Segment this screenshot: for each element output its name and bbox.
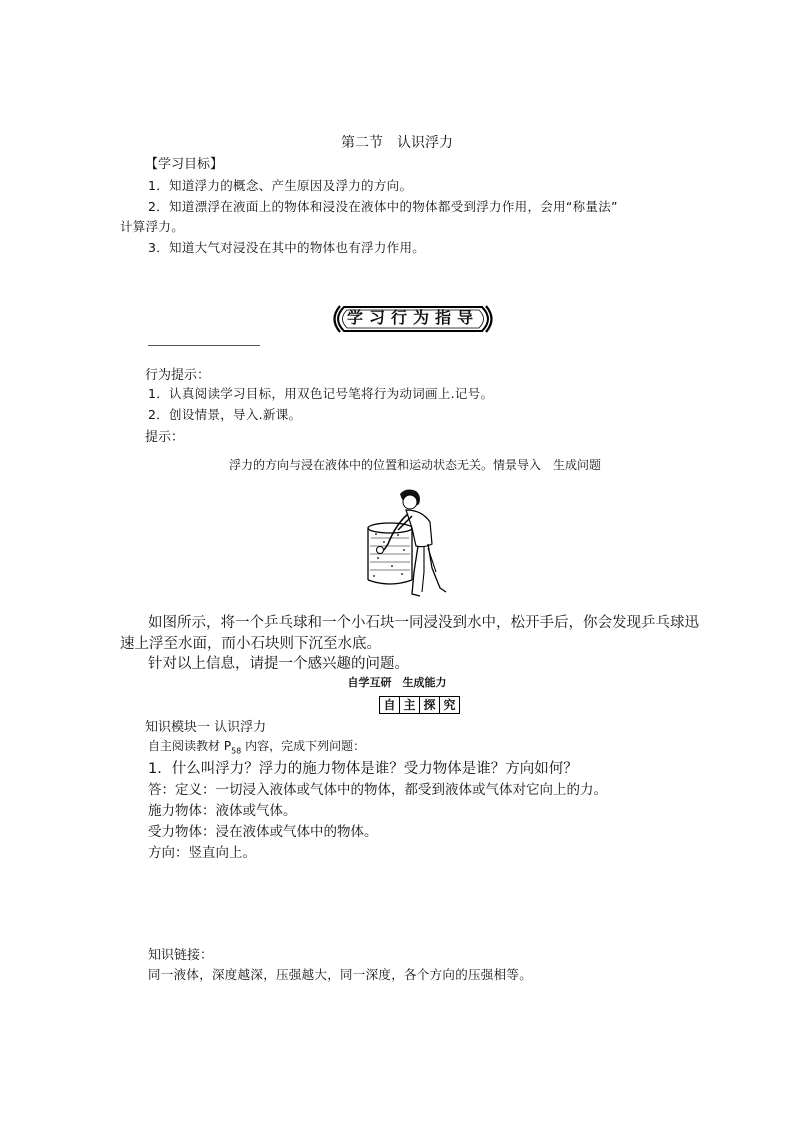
objectives-heading: 【学习目标】 — [145, 157, 224, 172]
answer-direction: 方向：竖直向上。 — [148, 845, 256, 861]
box-char-1: 自 — [379, 696, 400, 714]
behavior-item-2: 2．创设情景，导入.新课。 — [148, 407, 302, 422]
instruction-suffix: 内容，完成下列问题： — [241, 739, 366, 753]
experiment-illustration — [362, 488, 452, 600]
objective-1: 1．知道浮力的概念、产生原因及浮力的方向。 — [148, 178, 413, 193]
objective-3: 3．知道大气对浸没在其中的物体也有浮力作用。 — [148, 240, 426, 255]
section2-heading: 自学互研 生成能力 — [347, 676, 447, 689]
box-char-4: 究 — [439, 696, 460, 714]
tip-text: 浮力的方向与浸在液体中的位置和运动状态无关。情景导入 生成问题 — [228, 458, 601, 472]
module1-instruction — [148, 737, 365, 755]
answer-receiver: 受力物体：浸在液体或气体中的物体。 — [148, 824, 378, 840]
instruction-prefix: 自主阅读教材 P — [148, 739, 232, 753]
banner-title: 学习行为指导 — [346, 308, 479, 327]
person-with-water-tank-icon — [362, 488, 452, 600]
scenario-line-2: 速上浮至水面，而小石块则下沉至水底。 — [120, 636, 381, 652]
answer-definition: 答：定义：一切浸入液体或气体中的物体，都受到液体或气体对它向上的力。 — [148, 782, 607, 798]
question-1: 1．什么叫浮力？浮力的施力物体是谁？受力物体是谁？方向如何？ — [148, 761, 578, 777]
knowledge-link-text: 同一液体，深度越深，压强越大，同一深度，各个方向的压强相等。 — [148, 967, 533, 982]
scenario-line-1: 如图所示，将一个乒乓球和一个小石块一同浸没到水中，松开手后，你会发现乒乓球迅 — [148, 615, 699, 631]
guidance-banner — [330, 304, 496, 334]
page-title: 第二节 认识浮力 — [341, 135, 453, 151]
box-char-2: 主 — [399, 696, 420, 714]
box-char-3: 探 — [419, 696, 440, 714]
behavior-item-1: 1．认真阅读学习目标，用双色记号笔将行为动词画上.记号。 — [148, 386, 494, 401]
tip-heading: 提示： — [145, 430, 185, 445]
instruction-page: 58 — [231, 746, 242, 756]
answer-applier: 施力物体：液体或气体。 — [148, 803, 297, 819]
module1-heading: 知识模块一 认识浮力 — [145, 720, 267, 735]
objective-2-line2: 计算浮力。 — [120, 219, 185, 234]
scenario-question: 针对以上信息，请提一个感兴趣的问题。 — [148, 656, 409, 672]
objective-2-line1: 2．知道漂浮在液面上的物体和浸没在液体中的物体都受到浮力作用，会用“称量法” — [148, 199, 618, 214]
self-study-label — [380, 696, 460, 714]
divider-line — [148, 345, 260, 346]
behavior-heading: 行为提示： — [145, 368, 211, 383]
knowledge-link-heading: 知识链接： — [148, 948, 214, 963]
